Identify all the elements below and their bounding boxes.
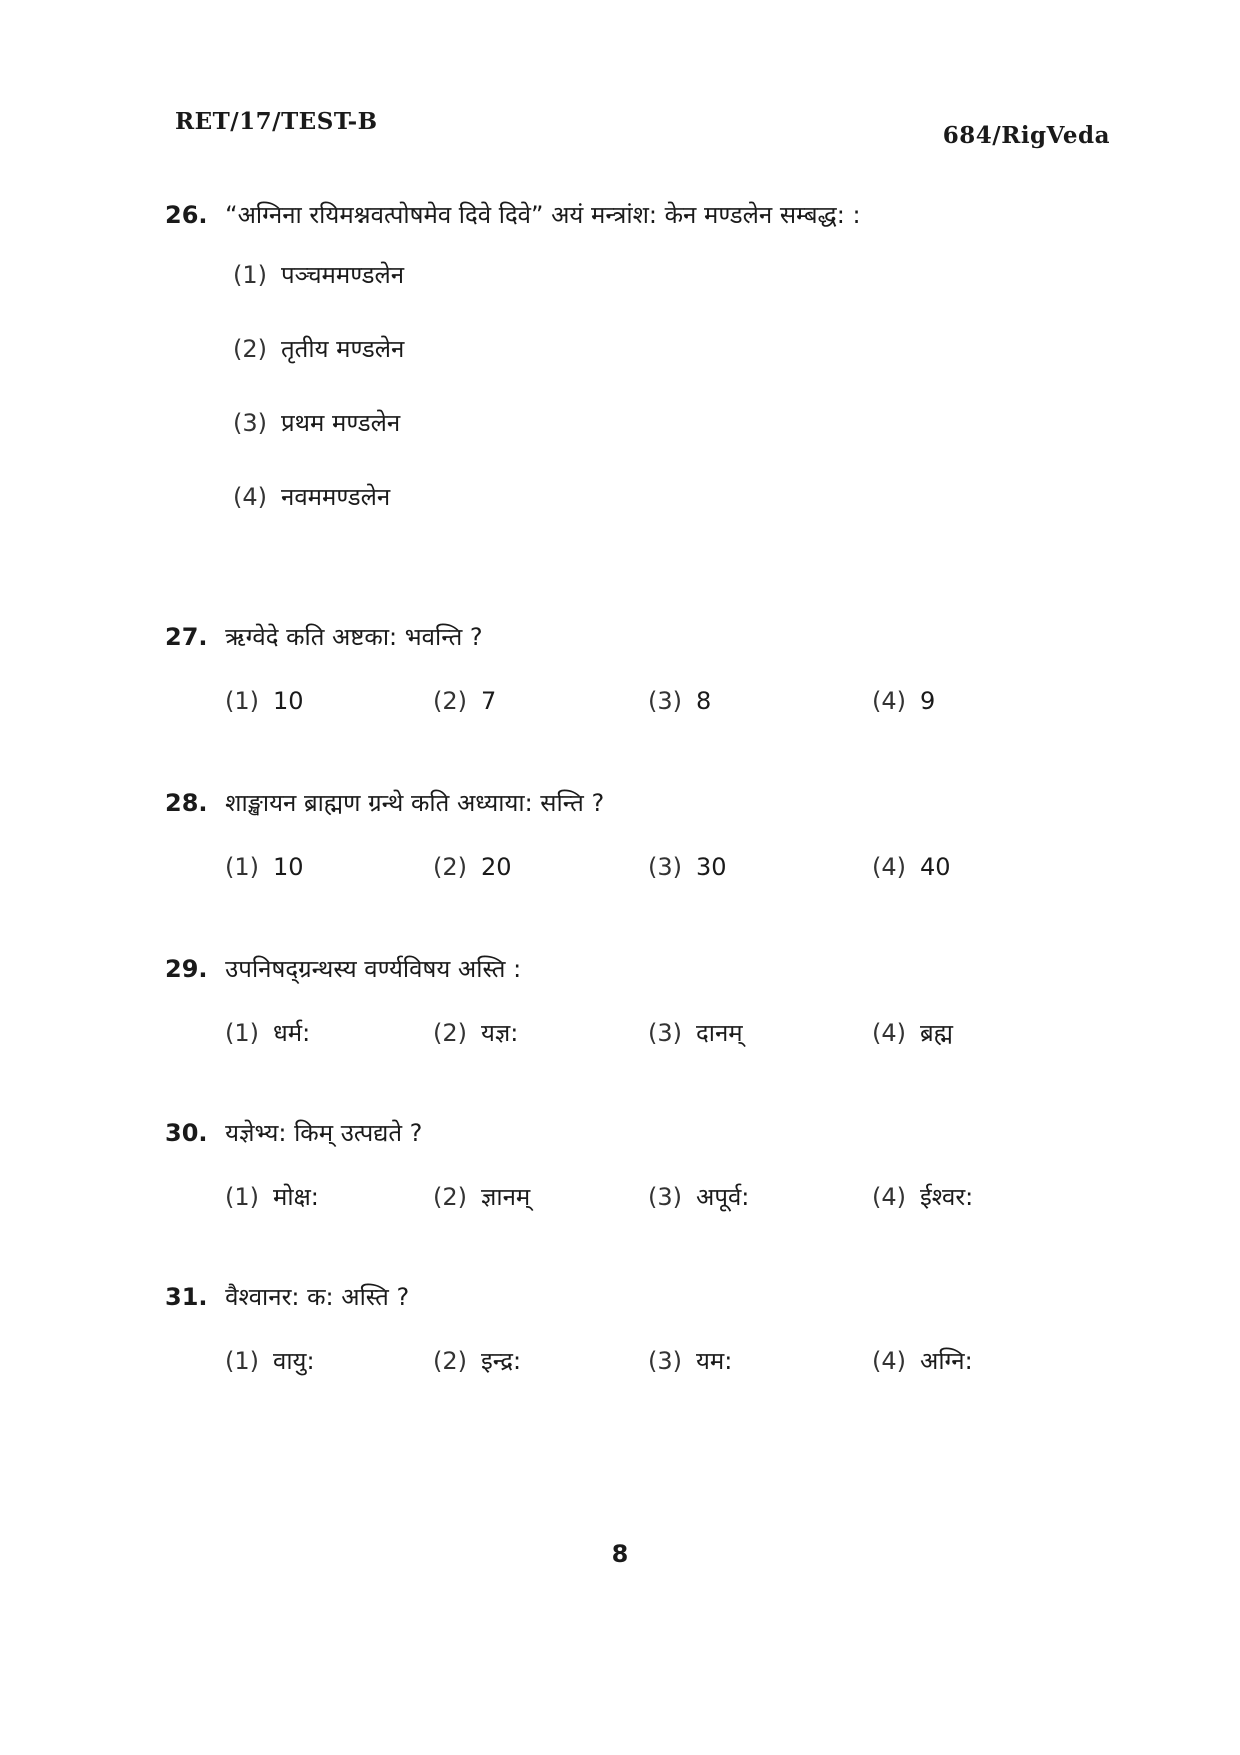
option-number: (4) [233, 483, 267, 511]
option-text: अग्नि: [920, 1347, 973, 1375]
option-number: (2) [433, 1019, 467, 1047]
option-row [165, 1346, 1065, 1380]
question-number: 30. [165, 1119, 208, 1147]
question-text: यज्ञेभ्य: किम् उत्पद्यते ? [225, 1119, 423, 1147]
option-text: 20 [481, 853, 512, 881]
question-28 [165, 788, 1065, 886]
option-number: (4) [872, 1347, 906, 1375]
option-1 [225, 686, 304, 716]
option-text: ब्रह्म [920, 1019, 953, 1047]
question-stem [165, 1282, 1065, 1312]
question-number: 26. [165, 201, 208, 229]
option-number: (2) [433, 687, 467, 715]
option-text: इन्द्र: [481, 1347, 522, 1375]
option-text: यज्ञ: [481, 1019, 519, 1047]
option-row [165, 686, 1065, 720]
option-number: (4) [872, 853, 906, 881]
option-4 [233, 482, 1065, 512]
option-number: (3) [648, 1183, 682, 1211]
question-number: 27. [165, 623, 208, 651]
option-2 [433, 852, 512, 882]
page-header [175, 108, 1110, 148]
option-number: (1) [225, 853, 259, 881]
option-text: धर्म: [273, 1019, 311, 1047]
option-number: (1) [225, 1019, 259, 1047]
option-number: (3) [648, 853, 682, 881]
question-29 [165, 954, 1065, 1052]
question-stem [165, 622, 1065, 652]
option-number: (4) [872, 1183, 906, 1211]
option-3 [233, 408, 1065, 438]
option-number: (3) [648, 1019, 682, 1047]
question-stem [165, 954, 1065, 984]
option-2 [433, 686, 496, 716]
option-4 [872, 1018, 953, 1048]
subject-code: 684/RigVeda [942, 122, 1110, 149]
option-text: मोक्ष: [273, 1183, 319, 1211]
option-text: वायु: [273, 1347, 315, 1375]
question-stem [165, 788, 1065, 818]
option-text: 8 [696, 687, 712, 715]
option-number: (2) [433, 1183, 467, 1211]
option-text: तृतीय मण्डलेन [281, 335, 405, 363]
option-1 [225, 1182, 319, 1212]
question-stem [165, 1118, 1065, 1148]
option-list [233, 260, 1065, 512]
option-number: (3) [648, 687, 682, 715]
question-27 [165, 622, 1065, 720]
option-text: यम: [696, 1347, 733, 1375]
option-number: (2) [433, 1347, 467, 1375]
option-1 [225, 852, 304, 882]
page-number: 8 [611, 1540, 629, 1568]
option-3 [648, 686, 711, 716]
question-text: उपनिषद्ग्रन्थस्य वर्ण्यविषय अस्ति : [225, 955, 522, 983]
option-number: (1) [225, 1183, 259, 1211]
option-3 [648, 1182, 749, 1212]
option-text: 40 [920, 853, 951, 881]
option-number: (1) [225, 1347, 259, 1375]
question-31 [165, 1282, 1065, 1380]
option-number: (1) [225, 687, 259, 715]
option-2 [233, 334, 1065, 364]
option-1 [225, 1346, 315, 1376]
option-row [165, 852, 1065, 886]
option-number: (2) [433, 853, 467, 881]
question-text: ऋग्वेदे कति अष्टका: भवन्ति ? [225, 623, 483, 651]
option-number: (4) [872, 687, 906, 715]
option-4 [872, 1182, 973, 1212]
option-number: (1) [233, 261, 267, 289]
option-row [165, 1018, 1065, 1052]
option-number: (2) [233, 335, 267, 363]
option-4 [872, 686, 935, 716]
question-text: वैश्वानर: क: अस्ति ? [225, 1283, 410, 1311]
option-3 [648, 1346, 732, 1376]
question-stem [165, 200, 1065, 230]
option-text: 9 [920, 687, 936, 715]
option-3 [648, 1018, 743, 1048]
option-2 [433, 1182, 530, 1212]
option-text: 7 [481, 687, 497, 715]
option-text: 10 [273, 687, 304, 715]
option-text: ईश्वर: [920, 1183, 974, 1211]
option-row [165, 1182, 1065, 1216]
option-1 [233, 260, 1065, 290]
question-30 [165, 1118, 1065, 1216]
option-text: प्रथम मण्डलेन [281, 409, 401, 437]
question-number: 28. [165, 789, 208, 817]
option-3 [648, 852, 727, 882]
test-code: RET/17/TEST-B [175, 108, 378, 135]
option-text: नवममण्डलेन [281, 483, 391, 511]
option-number: (4) [872, 1019, 906, 1047]
option-number: (3) [648, 1347, 682, 1375]
option-2 [433, 1018, 518, 1048]
option-text: 10 [273, 853, 304, 881]
option-2 [433, 1346, 521, 1376]
question-number: 29. [165, 955, 208, 983]
option-text: 30 [696, 853, 727, 881]
option-1 [225, 1018, 310, 1048]
option-text: पञ्चममण्डलेन [281, 261, 405, 289]
option-4 [872, 1346, 973, 1376]
question-text: “अग्निना रयिमश्नवत्पोषमेव दिवे दिवे” अयं मन्त्रांश: केन मण्डलेन सम्बद्ध: : [225, 201, 861, 229]
option-number: (3) [233, 409, 267, 437]
option-text: अपूर्व: [696, 1183, 750, 1211]
question-text: शाङ्खायन ब्राह्मण ग्रन्थे कति अध्याया: सन्ति ? [225, 789, 605, 817]
option-4 [872, 852, 951, 882]
question-number: 31. [165, 1283, 208, 1311]
option-text: दानम् [696, 1019, 743, 1047]
question-26 [165, 200, 1065, 512]
option-text: ज्ञानम् [481, 1183, 531, 1211]
